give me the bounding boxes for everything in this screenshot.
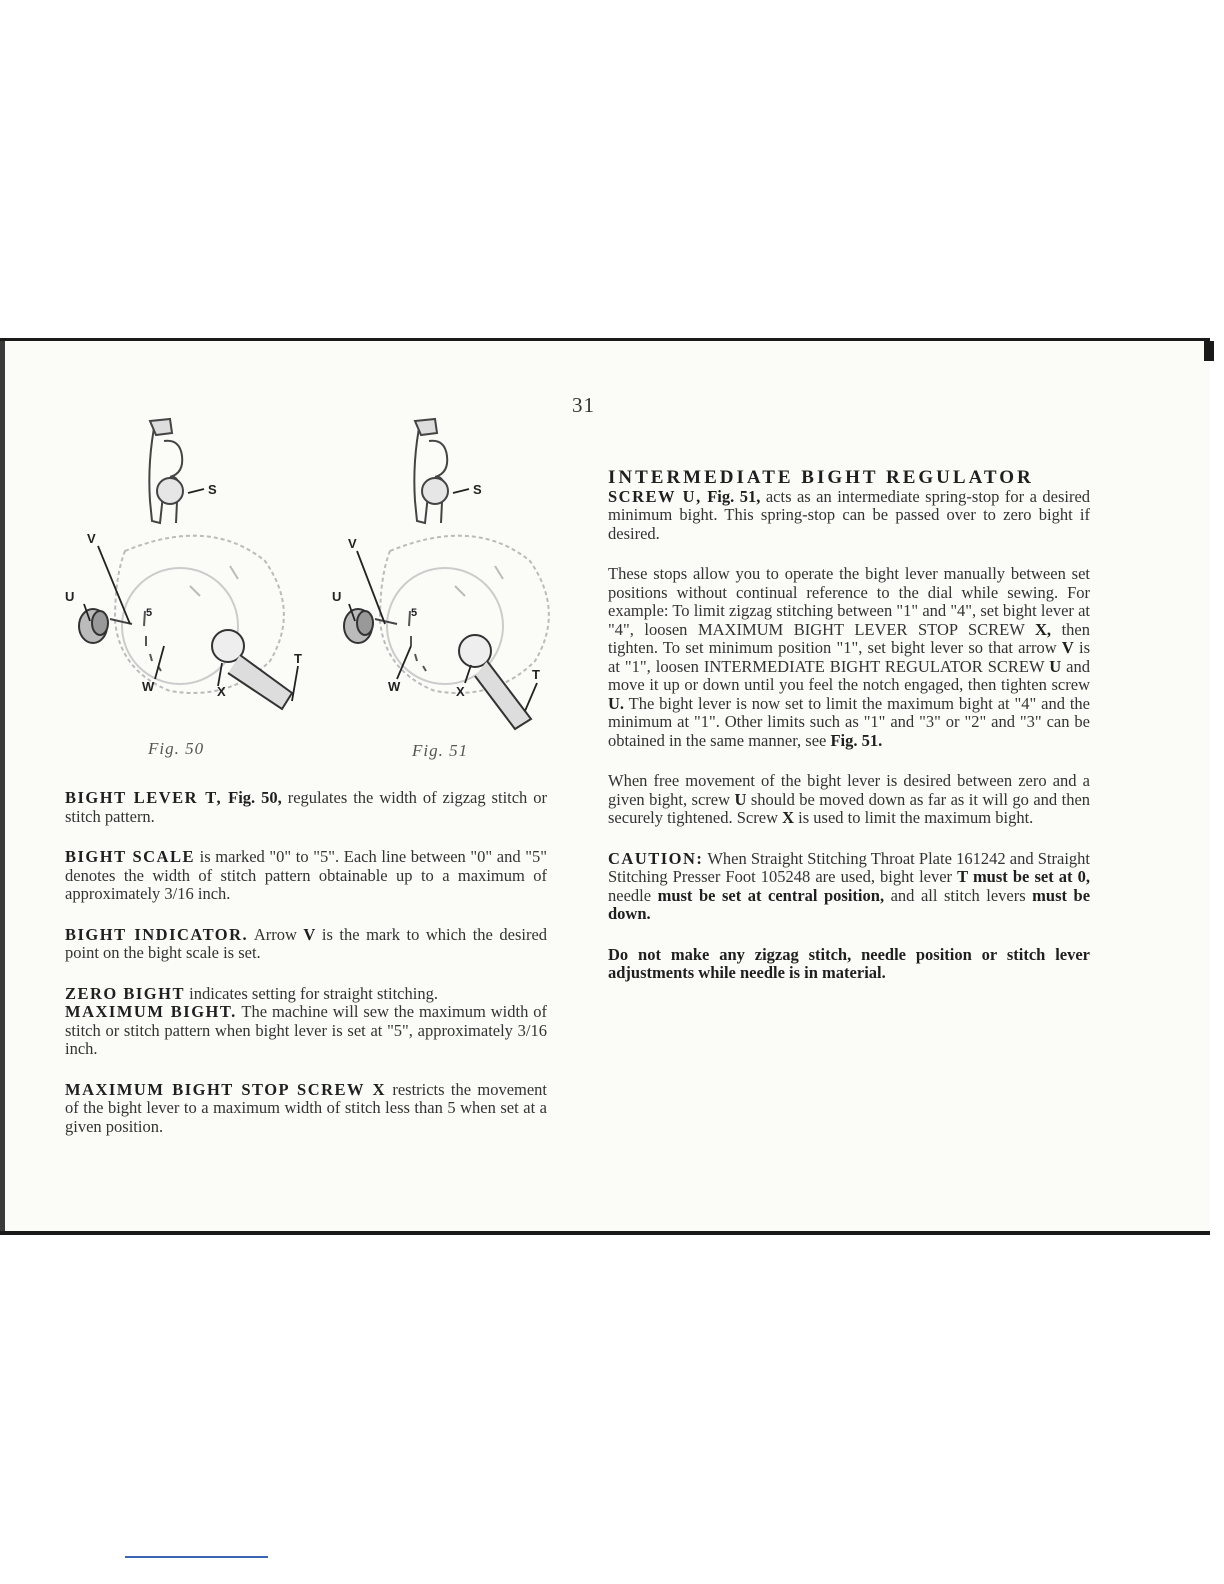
paragraph-intermediate-regulator	[608, 469, 1090, 543]
heading-bight-scale: BIGHT SCALE	[65, 847, 195, 866]
callout-x: X	[456, 684, 465, 699]
paragraph-text: and all stitch levers	[890, 885, 1026, 905]
callout-v: V	[348, 536, 357, 551]
paragraph-text: and move it up or down until you feel the notch engaged, then tighten screw	[608, 656, 1090, 694]
paragraph-max-stop-screw	[65, 1081, 547, 1137]
paragraph-text: Arrow	[253, 924, 297, 944]
paragraph-bight-lever	[65, 789, 547, 826]
paragraph-text: The bight lever is now set to limit the maximum bight at "4" and the minimum at "1". Other limits such as "1" and "3" or "2" and "3" can be obtained in the same manner, see	[608, 693, 1090, 750]
figure-reference: Fig. 51,	[707, 486, 761, 506]
paragraph-text: then tighten. To set minimum position "1", set bight lever so that arrow	[608, 619, 1090, 657]
paragraph-text: restricts the movement of the bight lever to a maximum width of stitch less than 5 when set at a given position.	[65, 1079, 548, 1136]
paragraph-zero-bight	[65, 985, 547, 1004]
figure-51-illustration	[325, 411, 575, 751]
paragraph-text: regulates the width of zigzag stitch or stitch pattern.	[65, 788, 548, 826]
paragraph-stops	[608, 565, 1090, 750]
callout-w: W	[388, 679, 401, 694]
part-letter: U	[1049, 656, 1062, 676]
callout-w: W	[142, 679, 155, 694]
callout-t: T	[294, 651, 302, 666]
callout-u: U	[65, 589, 75, 604]
page-number: 31	[572, 393, 595, 417]
emphasis: must be set at central position,	[657, 885, 885, 905]
paragraph-text: acts as an intermediate spring-stop for a desired minimum bight. This spring-stop can be passed over to zero bight if desired.	[608, 486, 1091, 543]
scanned-page	[0, 338, 1210, 1235]
emphasis: must be down.	[608, 885, 1091, 923]
heading-intermediate-regulator: INTERMEDIATE BIGHT REGULATOR	[608, 467, 1034, 488]
left-column	[65, 789, 547, 1158]
scale-mark: 5	[146, 607, 153, 619]
bight-dial-drawing	[60, 411, 310, 751]
paragraph-bight-indicator	[65, 926, 547, 963]
heading-bight-indicator: BIGHT INDICATOR.	[65, 924, 249, 944]
paragraph-text: These stops allow you to operate the bight lever manually between set positions without continual reference to the dial while sewing. For example: To limit zigzag stitching between "1" and "4", set bight lever at "4", loosen MAXIMUM BIGHT LEVER STOP SCREW	[608, 564, 1090, 639]
part-letter: V	[303, 924, 316, 944]
paragraph-text: The machine will sew the maximum width of stitch or stitch pattern when bight lever is set at "5", approximately 3/16 inch.	[65, 1002, 547, 1058]
paragraph-text: When free movement of the bight lever is desired between zero and a given bight, screw	[608, 771, 1090, 809]
heading-max-stop-screw: MAXIMUM BIGHT STOP SCREW X	[65, 1079, 386, 1099]
part-letter: X,	[1035, 619, 1052, 639]
paragraph-text: indicates setting for straight stitching.	[189, 983, 438, 1003]
callout-x: X	[217, 684, 226, 699]
part-letter: U	[734, 789, 747, 809]
callout-t: T	[532, 667, 540, 682]
part-letter: U.	[608, 693, 625, 713]
callout-s: S	[473, 482, 482, 497]
paragraph-caution	[608, 850, 1090, 924]
figure-50-illustration	[60, 411, 310, 751]
callout-u: U	[332, 589, 342, 604]
scale-mark: 5	[411, 607, 418, 619]
callout-s: S	[208, 482, 217, 497]
figure-reference: Fig. 50,	[228, 788, 282, 807]
paragraph-text: needle	[608, 885, 652, 905]
figure-reference: Fig. 51.	[830, 730, 883, 750]
paragraph-text: When Straight Stitching Throat Plate 161242 and Straight Stitching Presser Foot 105248 are used, bight lever	[608, 848, 1091, 886]
heading-zero-bight: ZERO BIGHT	[65, 983, 185, 1003]
heading-bight-lever: BIGHT LEVER T,	[65, 788, 223, 807]
paragraph-bight-scale	[65, 848, 547, 904]
figure-50-caption: Fig. 50	[148, 739, 205, 758]
figure-51-caption: Fig. 51	[412, 741, 469, 760]
paragraph-warning	[608, 946, 1090, 983]
paragraph-free-movement	[608, 772, 1090, 828]
paragraph-maximum-bight	[65, 1003, 547, 1059]
underline-mark	[125, 1556, 268, 1558]
right-column	[608, 469, 1090, 1005]
callout-v: V	[87, 531, 96, 546]
bight-dial-drawing	[325, 411, 575, 751]
heading-caution: CAUTION:	[608, 848, 704, 868]
emphasis: T must be set at 0,	[957, 867, 1090, 886]
paragraph-text: is used to limit the maximum bight.	[798, 808, 1034, 827]
part-letter: V	[1061, 638, 1074, 657]
warning-text: Do not make any zigzag stitch, needle position or stitch lever adjustments while needle is in material.	[608, 944, 1090, 982]
heading-screw-u: SCREW U,	[608, 486, 702, 506]
paragraph-text: is the mark to which the desired point on the bight scale is set.	[65, 924, 548, 962]
paragraph-text: is at "1", loosen INTERMEDIATE BIGHT REGULATOR SCREW	[608, 638, 1091, 676]
paragraph-text: should be moved down as far as it will go and then securely tightened. Screw	[608, 789, 1091, 827]
heading-maximum-bight: MAXIMUM BIGHT.	[65, 1002, 237, 1021]
part-letter: X	[782, 808, 795, 827]
paragraph-text: is marked "0" to "5". Each line between "0" and "5" denotes the width of stitch pattern obtainable up to a maximum of approximately 3/16 inch.	[65, 847, 547, 903]
